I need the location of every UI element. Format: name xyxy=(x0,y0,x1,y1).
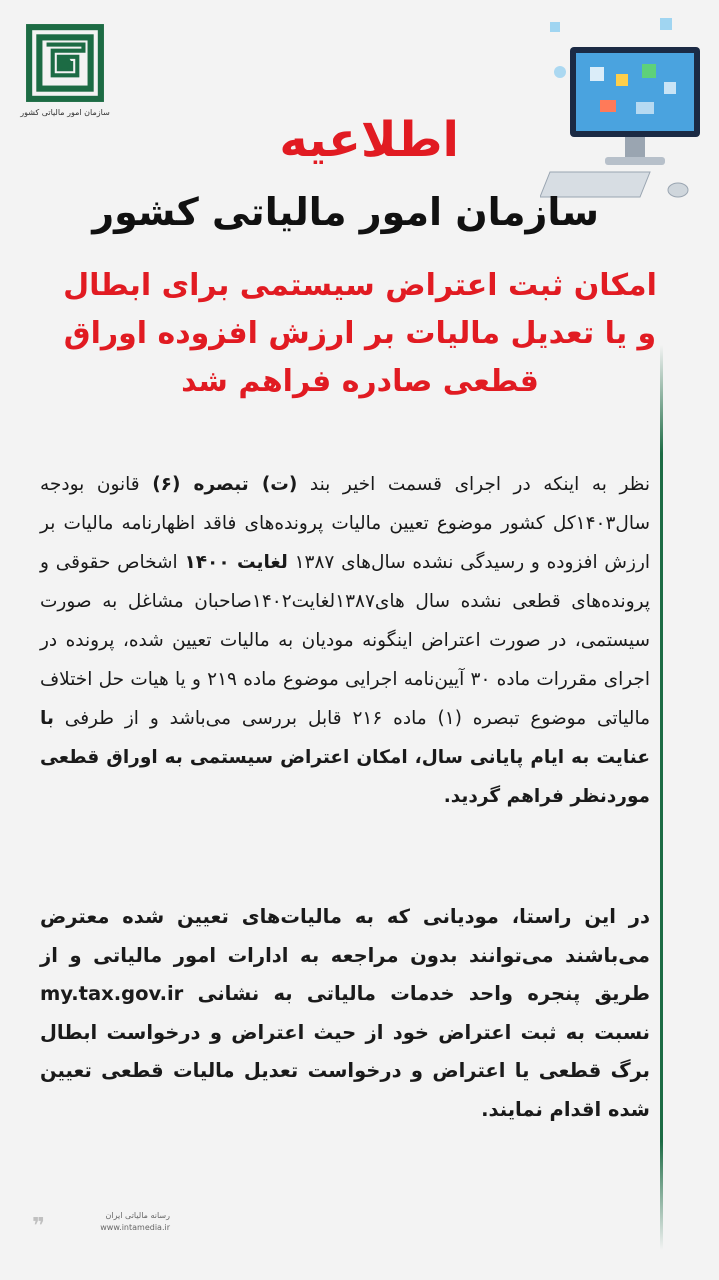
footer-agency: رسانه مالیاتی ایران xyxy=(105,1211,170,1220)
p1-text-2: قانون بودجه سال۱۴۰۳کل کشور موضوع تعیین مالیات پرونده‌های فاقد اظهارنامه مالیات بر ارزش افزوده و رسیدگی نشده سال‌های ۱۳۸۷ xyxy=(40,474,651,573)
p1-bold-1: (ت) تبصره (۶) xyxy=(152,474,298,495)
p2-text-1: در این راستا، xyxy=(498,905,650,928)
computer-illustration xyxy=(540,12,710,212)
footer-site: www.intamedia.ir xyxy=(100,1223,170,1232)
p1-bold-3: با عنایت به ایام پایانی سال، امکان اعتراض سیستمی به اوراق قطعی موردنظر فراهم گردید. xyxy=(40,708,650,807)
p2-bold-1: مودیانی که به مالیات‌های تعیین شده معترض می‌باشند می‌توانند بدون مراجعه به ادارات امور مالیاتی و از طریق پنجره واحد خدمات مالیاتی به نشانی my.tax.gov.ir نسبت به ثبت اعتراض خود از حیث اعتراض و درخواست ابطال برگ قطعی یا اعتراض و درخواست تعدیل مالیات قطعی تعیین شده اقدام نمایند. xyxy=(40,905,650,1121)
p1-bold-2: لغایت ۱۴۰۰ xyxy=(184,552,288,573)
quote-icon: ❞ xyxy=(32,1214,45,1239)
paragraph-2 xyxy=(40,898,650,1129)
tax-organization-logo xyxy=(20,22,110,117)
announcement-subtitle: امکان ثبت اعتراض سیستمی برای ابطال و یا تعدیل مالیات بر ارزش افزوده اوراق قطعی صادره فراهم شد xyxy=(63,268,657,399)
tax-organization-logo-icon xyxy=(24,22,106,104)
organization-name: سازمان امور مالیاتی کشور xyxy=(92,190,599,234)
footer-text xyxy=(60,1210,170,1234)
p1-text-3: اشخاص حقوقی و پرونده‌های قطعی نشده سال های۱۳۸۷لغایت۱۴۰۲صاحبان مشاغل به صورت سیستمی، در صورت اعتراض اینگونه مودیان به مالیات تعیین شده، پرونده در اجرای مقررات ماده ۳۰ آیین‌نامه اجرایی موضوع ماده ۲۱۹ و یا هیات حل اختلاف مالیاتی موضوع تبصره (۱) ماده ۲۱۶ قابل بررسی می‌باشد و از طرفی xyxy=(40,552,650,729)
side-divider xyxy=(660,345,663,1250)
announcement-title: اطلاعیه xyxy=(279,112,459,168)
paragraph-1 xyxy=(40,465,650,816)
computer-illustration-icon xyxy=(540,12,710,212)
logo-caption: سازمان امور مالیاتی کشور xyxy=(20,108,110,117)
p1-text-1: نظر به اینکه در اجرای قسمت اخیر بند xyxy=(297,474,650,495)
